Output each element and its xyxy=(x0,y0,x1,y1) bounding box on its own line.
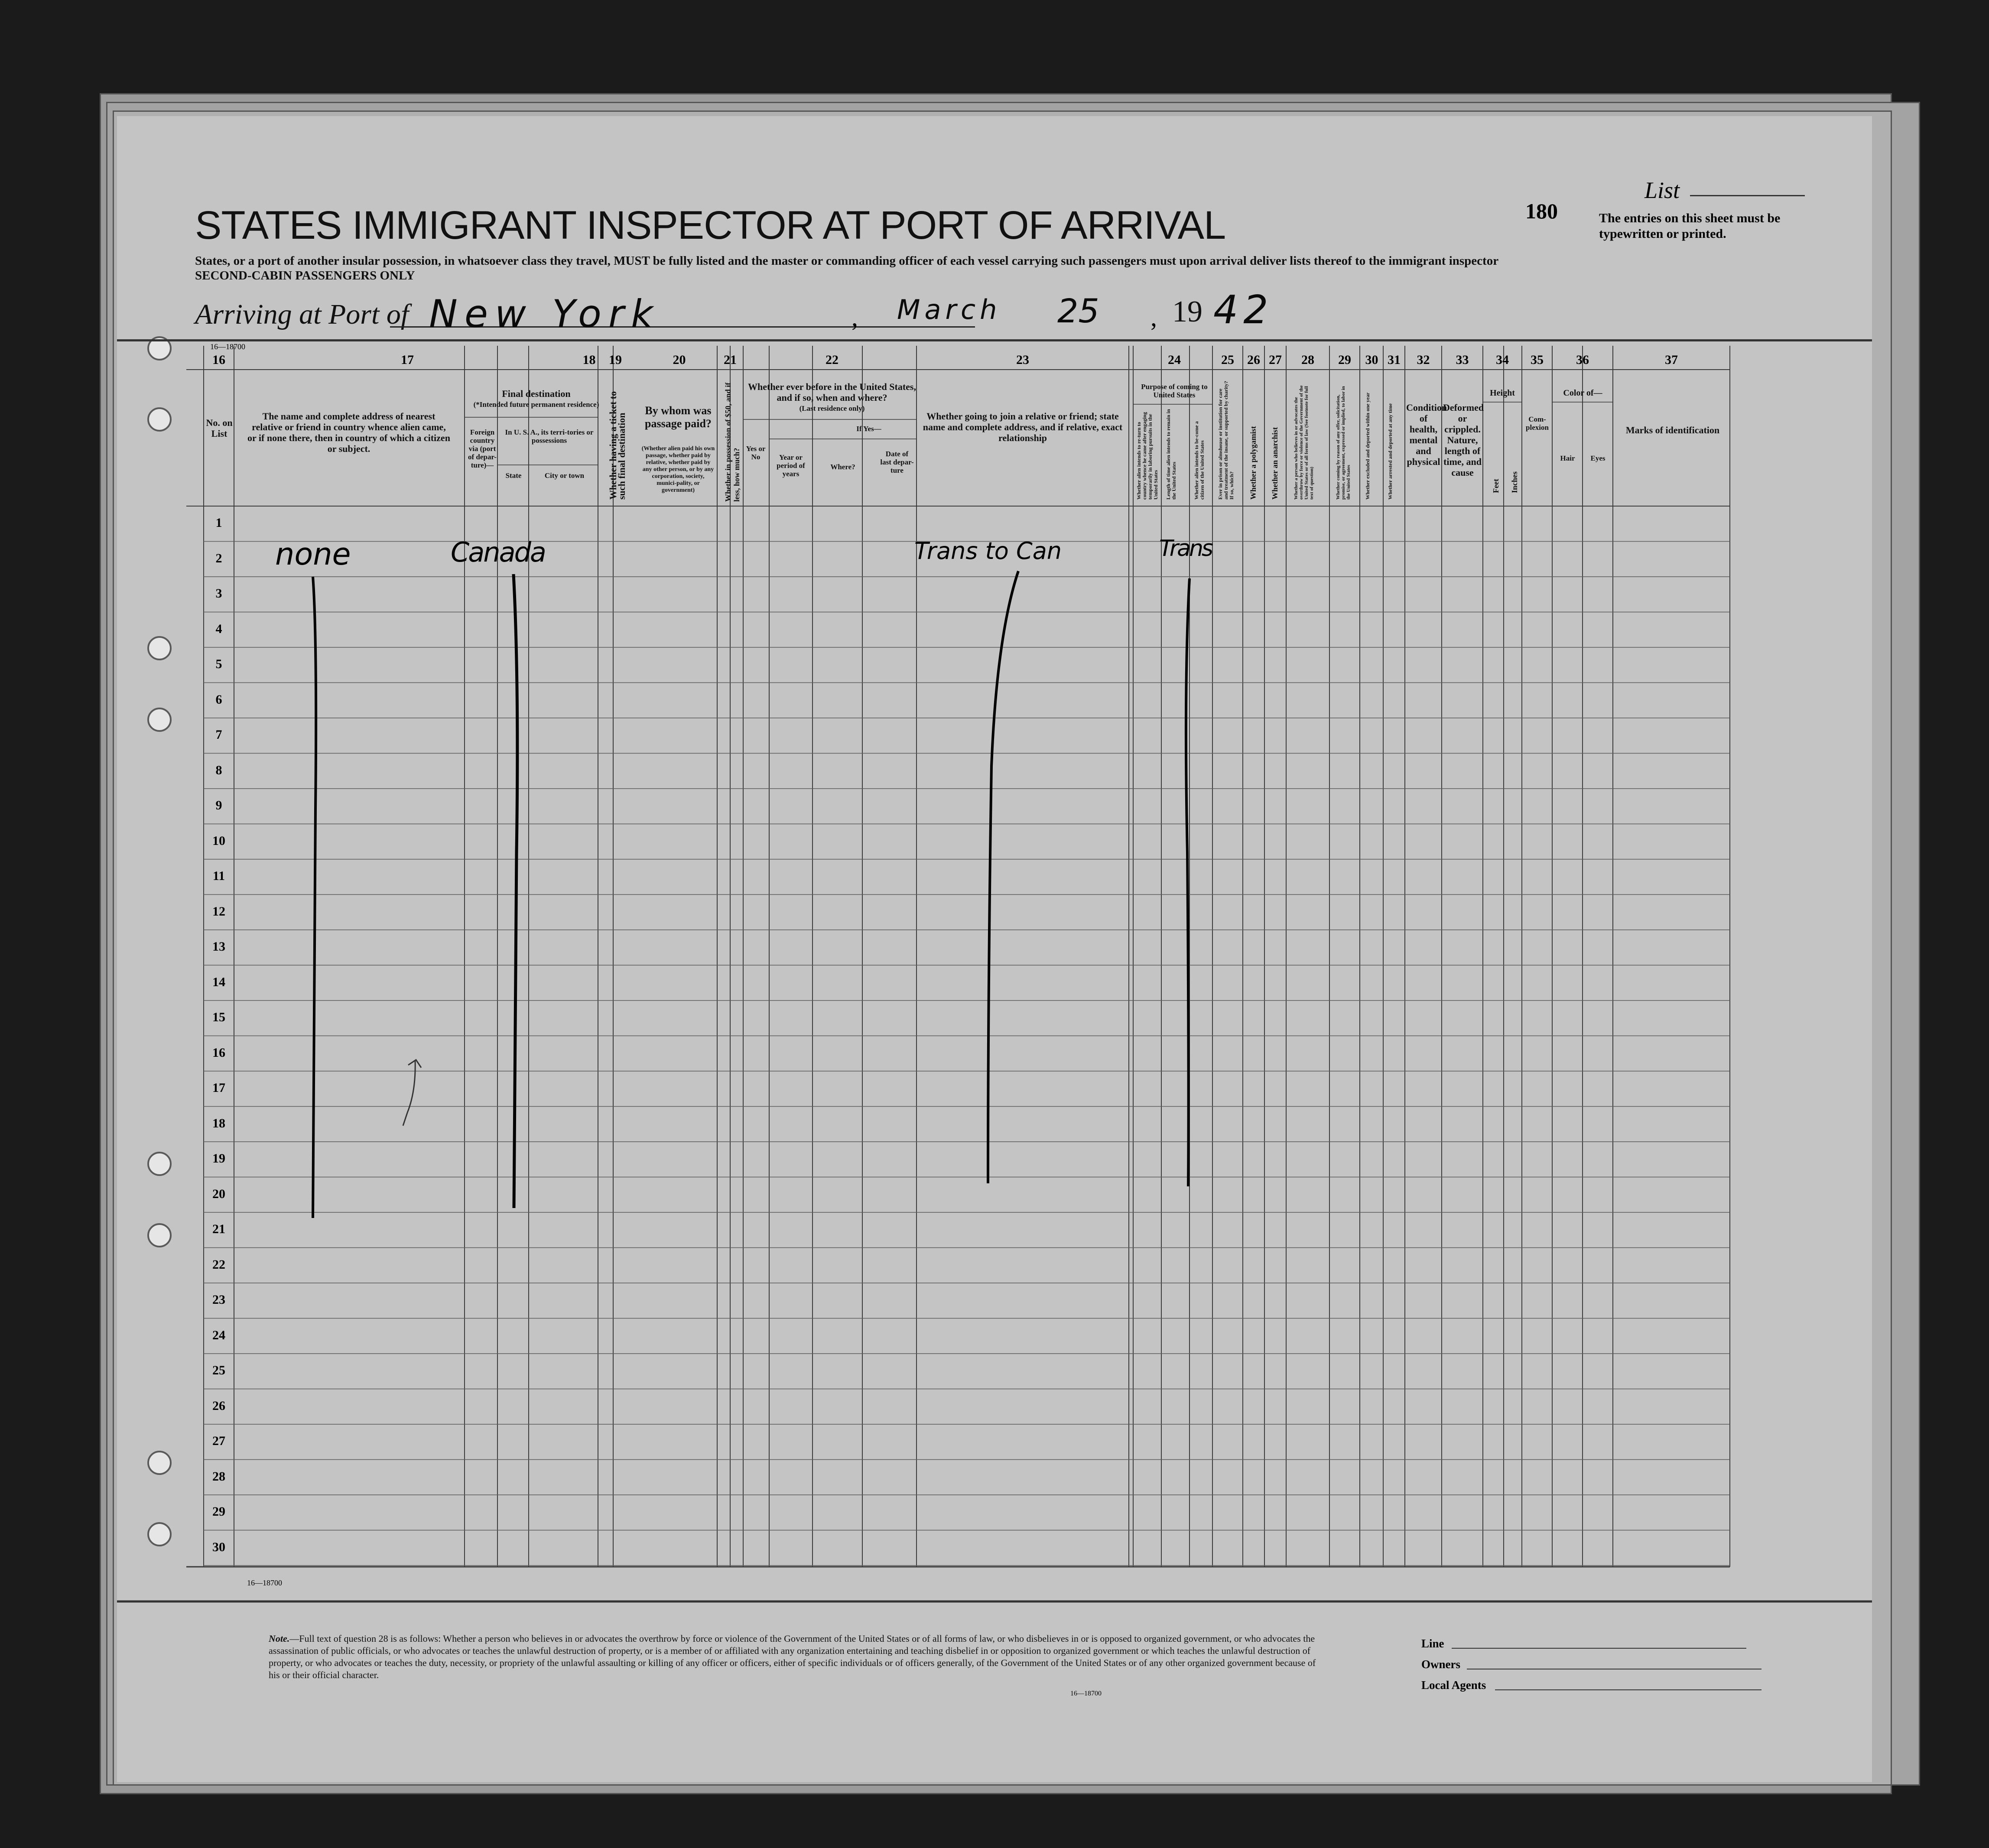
row-number: 11 xyxy=(212,869,225,883)
col23-header: Whether going to join a relative or friend; state name and complete address, and if relative, exact relationship xyxy=(923,411,1123,443)
ditto-marks xyxy=(117,116,1872,1782)
port-handwritten: New York xyxy=(429,292,660,336)
row-number: 22 xyxy=(212,1257,225,1272)
col18-note: (*Intended future permanent residence) xyxy=(473,400,599,409)
column-number: 17 xyxy=(401,353,414,367)
row-number: 9 xyxy=(215,798,222,812)
row-number: 27 xyxy=(212,1434,225,1448)
entries-note: The entries on this sheet must be typewritten or printed. xyxy=(1599,211,1781,241)
separator: , xyxy=(1150,303,1157,331)
column-number: 25 xyxy=(1221,353,1234,367)
year-prefix: 19 xyxy=(1172,295,1202,328)
col25-header: Ever in prison or almshouse or institution for care and treatment of the insane, or supported by charity? If so, which? xyxy=(1217,381,1235,500)
col18-state-header: State xyxy=(505,471,522,480)
row-number: 17 xyxy=(212,1081,225,1095)
manifest-page xyxy=(117,116,1872,1782)
form-subtitle: States, or a port of another insular possession, in whatsoever class they travel, MUST be fully listed and the master or commanding officer of each vessel carrying such passengers must upon arrival deliver lists thereof to the immigrant inspector xyxy=(195,254,1499,268)
row-number: 12 xyxy=(212,904,225,919)
year-handwritten: 42 xyxy=(1213,287,1274,333)
col37-header: Marks of identification xyxy=(1625,425,1720,435)
col22-header: Whether ever before in the United States, and if so, when and where? xyxy=(748,381,916,403)
column-number: 22 xyxy=(826,353,838,367)
day-handwritten: 25 xyxy=(1057,292,1099,330)
column-number: 26 xyxy=(1247,353,1260,367)
footnote-code: 16—18700 xyxy=(1070,1690,1102,1697)
row1-relative-entry: none xyxy=(275,536,351,572)
col22-note: (Last residence only) xyxy=(799,404,865,412)
col18-usa-header: In U. S. A., its terri-tories or possessions xyxy=(505,428,594,445)
col31-header: Whether arrested and deported at any time xyxy=(1387,403,1393,500)
owners-label: Owners xyxy=(1421,1658,1460,1671)
column-number: 37 xyxy=(1665,353,1678,367)
form-code: 16—18700 xyxy=(247,1578,282,1587)
row-number: 30 xyxy=(212,1539,225,1554)
column-number: 23 xyxy=(1016,353,1029,367)
col35-header: Com-plexion xyxy=(1526,415,1549,432)
col36-eyes-header: Eyes xyxy=(1590,454,1606,462)
separator: , xyxy=(852,303,858,331)
agents-label: Local Agents xyxy=(1421,1679,1486,1692)
col29-header: Whether coming by reason of any offer, solicitation, promise, or agreement, expressed or implied, to labor in the United States xyxy=(1336,386,1351,500)
row-number: 10 xyxy=(212,833,225,848)
arriving-label: Arriving at Port of xyxy=(195,299,409,330)
row-number: 29 xyxy=(212,1504,225,1519)
row-number: 24 xyxy=(212,1328,225,1342)
col22-date-header: Date of last depar-ture xyxy=(880,450,914,474)
column-number: 21 xyxy=(724,353,737,367)
col20-note: (Whether alien paid his own passage, whether paid by relative, whether paid by any other person, or by any corporation, society, munici-pality, or government) xyxy=(641,445,715,494)
column-number: 20 xyxy=(673,353,686,367)
col24c-header: Whether alien intends to be-come a citizen of the United States xyxy=(1193,421,1205,500)
column-number: 19 xyxy=(609,353,622,367)
row-number: 16 xyxy=(212,1045,225,1060)
passenger-class-label: SECOND-CABIN PASSENGERS ONLY xyxy=(195,269,415,283)
row-number: 1 xyxy=(215,516,222,530)
footnote-label: Note. xyxy=(269,1633,290,1644)
row-number: 15 xyxy=(212,1010,225,1024)
col28-header: Whether a person who believes in or advocates the overthrow by force or violence of the Government of the United States or of all forms of law (See footnote for full text of question) xyxy=(1294,385,1314,500)
col18-header: Final destination xyxy=(502,388,571,399)
col32-header: Condition of health, mental and physical xyxy=(1406,402,1447,467)
col24b-header: Length of time alien intends to remain in the United States xyxy=(1165,409,1177,500)
row-number: 19 xyxy=(212,1151,225,1166)
col22-year-header: Year or period of years xyxy=(777,453,805,478)
month-handwritten: March xyxy=(897,294,1001,325)
line-field xyxy=(1452,1648,1746,1649)
stray-mark xyxy=(403,1061,415,1126)
column-number: 34 xyxy=(1496,353,1509,367)
col24a-header: Whether alien intends to re-turn to country whence he came after engaging temporarily in laboring pursuits in the United States xyxy=(1136,412,1159,500)
col16-header: No. on List xyxy=(206,417,233,439)
row-number: 14 xyxy=(212,974,225,989)
row-number: 20 xyxy=(212,1186,225,1201)
column-number: 24 xyxy=(1168,353,1181,367)
row-number: 8 xyxy=(215,763,222,777)
footnote xyxy=(269,1633,1317,1681)
col34-header: Height xyxy=(1490,388,1515,398)
line-label: Line xyxy=(1421,1637,1444,1650)
col19-header: Whether having a ticket to such final destination xyxy=(608,391,627,500)
column-number: 31 xyxy=(1388,353,1401,367)
col18-foreign-header: Foreign country via (port of depar-ture)— xyxy=(468,428,497,469)
form-title: STATES IMMIGRANT INSPECTOR AT PORT OF ARRIVAL xyxy=(195,203,1226,247)
row-number: 7 xyxy=(215,728,222,742)
agents-field xyxy=(1495,1689,1762,1690)
column-number: 33 xyxy=(1456,353,1469,367)
column-number: 18 xyxy=(582,353,596,367)
row-number: 2 xyxy=(215,551,222,565)
sheet-number: 180 xyxy=(1525,199,1558,223)
col22-where-header: Where? xyxy=(830,463,855,471)
col33-header: Deformed or crippled. Nature, length of time, and cause xyxy=(1443,402,1484,478)
col36-hair-header: Hair xyxy=(1560,454,1575,462)
row-number: 25 xyxy=(212,1363,225,1377)
row-number: 3 xyxy=(215,586,222,601)
column-number: 30 xyxy=(1365,353,1378,367)
col30-header: Whether excluded and deported within one year xyxy=(1365,392,1371,500)
col26-header: Whether a polygamist xyxy=(1249,426,1258,500)
col27-header: Whether an anarchist xyxy=(1271,427,1279,500)
column-number: 27 xyxy=(1269,353,1282,367)
row1-joining-entry: Trans to Can xyxy=(914,537,1062,565)
column-number: 28 xyxy=(1301,353,1314,367)
col34-feet-header: Feet xyxy=(1492,479,1500,493)
col34-inches-header: Inches xyxy=(1510,471,1519,493)
col22-ifyes: If Yes— xyxy=(856,425,881,433)
form-code: 16—18700 xyxy=(210,342,245,351)
col20-header: By whom was passage paid? xyxy=(645,404,712,430)
col36-header: Color of— xyxy=(1563,388,1602,398)
row-number: 4 xyxy=(215,621,222,636)
column-number: 29 xyxy=(1338,353,1351,367)
footnote-text: —Full text of question 28 is as follows: Whether a person who believes in or advocates the overthrow by force or violence of the Government of the United States or of all forms of law, or who disbelieves in or is opposed to organized government, or who advocates the assassination of public officials, or who advocates or teaches the unlawful destruction of property, or is a member of or affiliated with any organization entertaining and teaching disbelief in or opposition to organized government or which teaches the unlawful destruction of property, or who advocates or teaches the duty, necessity, or propriety of the unlawful assaulting or killing of any officer or officers, either of specific individuals or of officers generally, of the Government of the United States or of any other organized government because of his or their official character. xyxy=(269,1633,1316,1680)
column-number: 32 xyxy=(1417,353,1430,367)
col18-city-header: City or town xyxy=(544,471,585,480)
row-number: 6 xyxy=(215,692,222,707)
row-number: 28 xyxy=(212,1469,225,1484)
row-number: 13 xyxy=(212,939,225,954)
row1-purpose-entry: Trans xyxy=(1159,536,1212,562)
row-number: 5 xyxy=(215,657,222,671)
col21-header: Whether in possession of $50, and if less, how much? xyxy=(724,382,741,502)
row-number: 18 xyxy=(212,1116,225,1130)
col24-header: Purpose of coming to United States xyxy=(1141,383,1208,399)
column-number: 16 xyxy=(212,353,225,367)
row1-destination-entry: Canada xyxy=(451,536,545,568)
col22-yesno-header: Yes or No xyxy=(746,445,766,461)
list-label: List xyxy=(1644,177,1680,203)
column-number: 35 xyxy=(1531,353,1544,367)
column-number: 36 xyxy=(1576,353,1589,367)
col17-header: The name and complete address of nearest relative or friend in country whence alien came, or if none there, then in country of which a citizen or subject. xyxy=(247,411,450,454)
row-number: 23 xyxy=(212,1293,225,1307)
row-number: 21 xyxy=(212,1222,225,1236)
row-number: 26 xyxy=(212,1398,225,1413)
